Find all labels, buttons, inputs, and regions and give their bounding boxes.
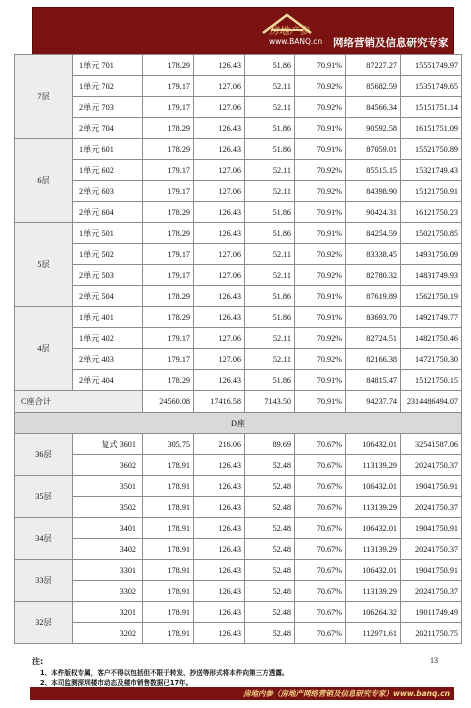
table-row bbox=[15, 223, 462, 244]
logo-url: www.BANQ.cn bbox=[269, 37, 323, 46]
unit-cell: 1单元 401 bbox=[73, 307, 143, 328]
value-cell: 178.29 bbox=[143, 202, 194, 223]
value-cell: 178.29 bbox=[143, 223, 194, 244]
c-total-row bbox=[15, 391, 462, 413]
value-cell: 52.48 bbox=[245, 581, 295, 602]
value-cell: 113139.29 bbox=[346, 455, 401, 476]
value-cell: 70.67% bbox=[295, 434, 346, 455]
table-row bbox=[15, 55, 462, 76]
c-building-body bbox=[15, 55, 462, 391]
value-cell: 87227.27 bbox=[346, 55, 401, 76]
value-cell: 178.91 bbox=[143, 539, 194, 560]
value-cell: 178.29 bbox=[143, 307, 194, 328]
value-cell: 83338.45 bbox=[346, 244, 401, 265]
value-cell: 20241750.37 bbox=[401, 455, 462, 476]
note-line-2: 2、本司监测深圳楼市动态及楼市销售数据已17年。 bbox=[40, 679, 193, 687]
value-cell: 32541587.06 bbox=[401, 434, 462, 455]
floor-label: 7层 bbox=[15, 55, 73, 139]
header-tagline: 网络营销及信息研究专家 bbox=[333, 37, 449, 49]
table-row bbox=[15, 202, 462, 223]
value-cell: 106432.01 bbox=[346, 560, 401, 581]
value-cell: 84566.34 bbox=[346, 97, 401, 118]
value-cell: 70.67% bbox=[295, 581, 346, 602]
value-cell: 51.86 bbox=[245, 55, 295, 76]
table-row bbox=[15, 539, 462, 560]
value-cell: 84254.59 bbox=[346, 223, 401, 244]
value-cell: 179.17 bbox=[143, 181, 194, 202]
value-cell: 52.11 bbox=[245, 76, 295, 97]
table-row bbox=[15, 118, 462, 139]
table-row bbox=[15, 602, 462, 623]
value-cell: 14821750.46 bbox=[401, 328, 462, 349]
value-cell: 113139.29 bbox=[346, 539, 401, 560]
value-cell: 70.92% bbox=[295, 76, 346, 97]
value-cell: 178.91 bbox=[143, 455, 194, 476]
unit-cell: 2单元 404 bbox=[73, 370, 143, 391]
value-cell: 84398.90 bbox=[346, 181, 401, 202]
value-cell: 178.29 bbox=[143, 118, 194, 139]
value-cell: 70.67% bbox=[295, 539, 346, 560]
value-cell: 126.43 bbox=[194, 455, 245, 476]
header-banner bbox=[32, 7, 454, 55]
value-cell: 70.67% bbox=[295, 560, 346, 581]
unit-cell: 1单元 402 bbox=[73, 328, 143, 349]
value-cell: 126.43 bbox=[194, 55, 245, 76]
value-cell: 70.91% bbox=[295, 370, 346, 391]
value-cell: 16151751.09 bbox=[401, 118, 462, 139]
unit-cell: 2单元 504 bbox=[73, 286, 143, 307]
value-cell: 113139.29 bbox=[346, 497, 401, 518]
value-cell: 70.91% bbox=[295, 307, 346, 328]
value-cell: 19011749.49 bbox=[401, 602, 462, 623]
value-cell: 14931750.09 bbox=[401, 244, 462, 265]
d-section-header-row bbox=[15, 413, 462, 434]
value-cell: 89.69 bbox=[245, 434, 295, 455]
unit-cell: 复式 3601 bbox=[73, 434, 143, 455]
value-cell: 106432.01 bbox=[346, 476, 401, 497]
value-cell: 178.91 bbox=[143, 602, 194, 623]
table-row bbox=[15, 476, 462, 497]
unit-cell: 2单元 503 bbox=[73, 265, 143, 286]
value-cell: 179.17 bbox=[143, 349, 194, 370]
value-cell: 178.29 bbox=[143, 55, 194, 76]
value-cell: 15551749.97 bbox=[401, 55, 462, 76]
footer-bar-text: 房地内参（房地产网络营销及信息研究专家）www.banq.cn bbox=[243, 689, 450, 698]
value-cell: 126.43 bbox=[194, 286, 245, 307]
table-row bbox=[15, 76, 462, 97]
value-cell: 178.91 bbox=[143, 623, 194, 644]
table-row bbox=[15, 286, 462, 307]
unit-cell: 1单元 702 bbox=[73, 76, 143, 97]
unit-cell: 2单元 703 bbox=[73, 97, 143, 118]
value-cell: 52.48 bbox=[245, 497, 295, 518]
value-cell: 52.11 bbox=[245, 265, 295, 286]
value-cell: 179.17 bbox=[143, 160, 194, 181]
value-cell: 126.43 bbox=[194, 202, 245, 223]
table-row bbox=[15, 307, 462, 328]
value-cell: 70.92% bbox=[295, 244, 346, 265]
floor-label: 35层 bbox=[15, 476, 73, 518]
value-cell: 126.43 bbox=[194, 118, 245, 139]
value-cell: 19041750.91 bbox=[401, 560, 462, 581]
page-number: 13 bbox=[430, 656, 438, 665]
table-row bbox=[15, 160, 462, 181]
value-cell: 52.48 bbox=[245, 455, 295, 476]
value-cell: 52.11 bbox=[245, 244, 295, 265]
value-cell: 70.67% bbox=[295, 455, 346, 476]
value-cell: 52.11 bbox=[245, 160, 295, 181]
value-cell: 52.48 bbox=[245, 539, 295, 560]
unit-cell: 2单元 704 bbox=[73, 118, 143, 139]
value-cell: 126.43 bbox=[194, 581, 245, 602]
note-title: 注: bbox=[32, 657, 44, 666]
sales-table bbox=[14, 54, 462, 644]
value-cell: 14921749.77 bbox=[401, 307, 462, 328]
logo-text: 房地产参 bbox=[269, 26, 309, 37]
value-cell: 126.43 bbox=[194, 623, 245, 644]
table-row bbox=[15, 455, 462, 476]
value-cell: 82780.32 bbox=[346, 265, 401, 286]
unit-cell: 1单元 602 bbox=[73, 160, 143, 181]
floor-label: 4层 bbox=[15, 307, 73, 391]
unit-cell: 3501 bbox=[73, 476, 143, 497]
value-cell: 20241750.37 bbox=[401, 497, 462, 518]
value-cell: 85515.15 bbox=[346, 160, 401, 181]
value-cell: 51.86 bbox=[245, 202, 295, 223]
value-cell: 84815.47 bbox=[346, 370, 401, 391]
value-cell: 15521750.89 bbox=[401, 139, 462, 160]
value-cell: 16121750.23 bbox=[401, 202, 462, 223]
value-cell: 70.91% bbox=[295, 286, 346, 307]
value-cell: 51.86 bbox=[245, 286, 295, 307]
table-row bbox=[15, 623, 462, 644]
c-total-cell: 70.91% bbox=[295, 391, 346, 413]
value-cell: 15351749.65 bbox=[401, 76, 462, 97]
value-cell: 70.67% bbox=[295, 497, 346, 518]
value-cell: 126.43 bbox=[194, 476, 245, 497]
value-cell: 15021750.85 bbox=[401, 223, 462, 244]
value-cell: 15621750.19 bbox=[401, 286, 462, 307]
value-cell: 70.92% bbox=[295, 181, 346, 202]
value-cell: 15121750.91 bbox=[401, 181, 462, 202]
value-cell: 87059.01 bbox=[346, 139, 401, 160]
value-cell: 70.92% bbox=[295, 265, 346, 286]
value-cell: 51.86 bbox=[245, 223, 295, 244]
value-cell: 305.75 bbox=[143, 434, 194, 455]
value-cell: 178.91 bbox=[143, 497, 194, 518]
table-row bbox=[15, 244, 462, 265]
value-cell: 70.92% bbox=[295, 160, 346, 181]
footer bbox=[30, 654, 454, 706]
value-cell: 52.11 bbox=[245, 328, 295, 349]
unit-cell: 3201 bbox=[73, 602, 143, 623]
value-cell: 216.06 bbox=[194, 434, 245, 455]
unit-cell: 3602 bbox=[73, 455, 143, 476]
value-cell: 178.29 bbox=[143, 286, 194, 307]
value-cell: 51.86 bbox=[245, 118, 295, 139]
value-cell: 179.17 bbox=[143, 265, 194, 286]
value-cell: 14721750.30 bbox=[401, 349, 462, 370]
value-cell: 179.17 bbox=[143, 97, 194, 118]
unit-cell: 1单元 502 bbox=[73, 244, 143, 265]
unit-cell: 3301 bbox=[73, 560, 143, 581]
value-cell: 15121750.15 bbox=[401, 370, 462, 391]
table-row bbox=[15, 560, 462, 581]
unit-cell: 1单元 701 bbox=[73, 55, 143, 76]
table-row bbox=[15, 349, 462, 370]
value-cell: 19041750.91 bbox=[401, 476, 462, 497]
unit-cell: 2单元 403 bbox=[73, 349, 143, 370]
d-building-body bbox=[15, 434, 462, 644]
value-cell: 90592.58 bbox=[346, 118, 401, 139]
value-cell: 127.06 bbox=[194, 328, 245, 349]
value-cell: 20241750.37 bbox=[401, 539, 462, 560]
value-cell: 127.06 bbox=[194, 349, 245, 370]
unit-cell: 1单元 501 bbox=[73, 223, 143, 244]
value-cell: 127.06 bbox=[194, 76, 245, 97]
value-cell: 14831749.93 bbox=[401, 265, 462, 286]
note-line-1: 1、本件版权专属，客户不得以包括但不限于转发、抄送等形式将本件向第三方透露。 bbox=[40, 669, 289, 677]
value-cell: 52.48 bbox=[245, 623, 295, 644]
value-cell: 70.67% bbox=[295, 518, 346, 539]
floor-label: 5层 bbox=[15, 223, 73, 307]
value-cell: 126.43 bbox=[194, 539, 245, 560]
unit-cell: 2单元 603 bbox=[73, 181, 143, 202]
table-row bbox=[15, 434, 462, 455]
value-cell: 178.91 bbox=[143, 581, 194, 602]
value-cell: 70.92% bbox=[295, 349, 346, 370]
value-cell: 20211750.75 bbox=[401, 623, 462, 644]
c-total-label: C座合计 bbox=[15, 391, 143, 413]
floor-label: 6层 bbox=[15, 139, 73, 223]
value-cell: 70.92% bbox=[295, 328, 346, 349]
value-cell: 178.91 bbox=[143, 560, 194, 581]
value-cell: 127.06 bbox=[194, 97, 245, 118]
value-cell: 52.48 bbox=[245, 476, 295, 497]
value-cell: 52.11 bbox=[245, 349, 295, 370]
value-cell: 126.43 bbox=[194, 370, 245, 391]
table-row bbox=[15, 265, 462, 286]
value-cell: 70.67% bbox=[295, 623, 346, 644]
value-cell: 126.43 bbox=[194, 223, 245, 244]
value-cell: 106432.01 bbox=[346, 434, 401, 455]
footer-bar bbox=[30, 687, 454, 700]
table-row bbox=[15, 97, 462, 118]
value-cell: 178.91 bbox=[143, 518, 194, 539]
c-total-cell: 17416.58 bbox=[194, 391, 245, 413]
table-row bbox=[15, 328, 462, 349]
value-cell: 70.91% bbox=[295, 139, 346, 160]
value-cell: 52.48 bbox=[245, 602, 295, 623]
floor-label: 32层 bbox=[15, 602, 73, 644]
value-cell: 126.43 bbox=[194, 139, 245, 160]
value-cell: 87619.89 bbox=[346, 286, 401, 307]
value-cell: 52.48 bbox=[245, 518, 295, 539]
value-cell: 15151751.14 bbox=[401, 97, 462, 118]
value-cell: 70.91% bbox=[295, 223, 346, 244]
value-cell: 127.06 bbox=[194, 160, 245, 181]
value-cell: 85682.59 bbox=[346, 76, 401, 97]
unit-cell: 3302 bbox=[73, 581, 143, 602]
unit-cell: 3402 bbox=[73, 539, 143, 560]
unit-cell: 3401 bbox=[73, 518, 143, 539]
unit-cell: 2单元 604 bbox=[73, 202, 143, 223]
value-cell: 178.91 bbox=[143, 476, 194, 497]
table-row bbox=[15, 518, 462, 539]
table-row bbox=[15, 497, 462, 518]
unit-cell: 3202 bbox=[73, 623, 143, 644]
value-cell: 127.06 bbox=[194, 181, 245, 202]
value-cell: 127.06 bbox=[194, 244, 245, 265]
value-cell: 52.48 bbox=[245, 560, 295, 581]
value-cell: 127.06 bbox=[194, 265, 245, 286]
value-cell: 126.43 bbox=[194, 602, 245, 623]
value-cell: 178.29 bbox=[143, 370, 194, 391]
value-cell: 82724.51 bbox=[346, 328, 401, 349]
c-total-cell: 24560.08 bbox=[143, 391, 194, 413]
value-cell: 179.17 bbox=[143, 244, 194, 265]
c-total-cell: 2314486494.07 bbox=[401, 391, 462, 413]
floor-label: 33层 bbox=[15, 560, 73, 602]
value-cell: 19041750.91 bbox=[401, 518, 462, 539]
table-row bbox=[15, 370, 462, 391]
value-cell: 90424.31 bbox=[346, 202, 401, 223]
unit-cell: 1单元 601 bbox=[73, 139, 143, 160]
value-cell: 126.43 bbox=[194, 497, 245, 518]
floor-label: 34层 bbox=[15, 518, 73, 560]
value-cell: 70.91% bbox=[295, 55, 346, 76]
value-cell: 70.91% bbox=[295, 118, 346, 139]
value-cell: 113139.29 bbox=[346, 581, 401, 602]
value-cell: 126.43 bbox=[194, 560, 245, 581]
table-row bbox=[15, 139, 462, 160]
value-cell: 52.11 bbox=[245, 181, 295, 202]
value-cell: 15321749.43 bbox=[401, 160, 462, 181]
floor-label: 36层 bbox=[15, 434, 73, 476]
value-cell: 52.11 bbox=[245, 97, 295, 118]
d-section-title: D座 bbox=[15, 413, 462, 434]
value-cell: 106432.01 bbox=[346, 518, 401, 539]
unit-cell: 3502 bbox=[73, 497, 143, 518]
value-cell: 83693.70 bbox=[346, 307, 401, 328]
value-cell: 179.17 bbox=[143, 76, 194, 97]
value-cell: 126.43 bbox=[194, 307, 245, 328]
value-cell: 70.91% bbox=[295, 202, 346, 223]
c-total-cell: 7143.50 bbox=[245, 391, 295, 413]
value-cell: 112971.61 bbox=[346, 623, 401, 644]
table-row bbox=[15, 181, 462, 202]
c-total-cell: 94237.74 bbox=[346, 391, 401, 413]
value-cell: 179.17 bbox=[143, 328, 194, 349]
value-cell: 106264.32 bbox=[346, 602, 401, 623]
value-cell: 51.86 bbox=[245, 370, 295, 391]
value-cell: 20241750.37 bbox=[401, 581, 462, 602]
c-total-body bbox=[15, 391, 462, 434]
value-cell: 70.67% bbox=[295, 602, 346, 623]
value-cell: 126.43 bbox=[194, 518, 245, 539]
value-cell: 82166.38 bbox=[346, 349, 401, 370]
value-cell: 70.92% bbox=[295, 97, 346, 118]
value-cell: 70.67% bbox=[295, 476, 346, 497]
table-row bbox=[15, 581, 462, 602]
value-cell: 178.29 bbox=[143, 139, 194, 160]
value-cell: 51.86 bbox=[245, 307, 295, 328]
value-cell: 51.86 bbox=[245, 139, 295, 160]
